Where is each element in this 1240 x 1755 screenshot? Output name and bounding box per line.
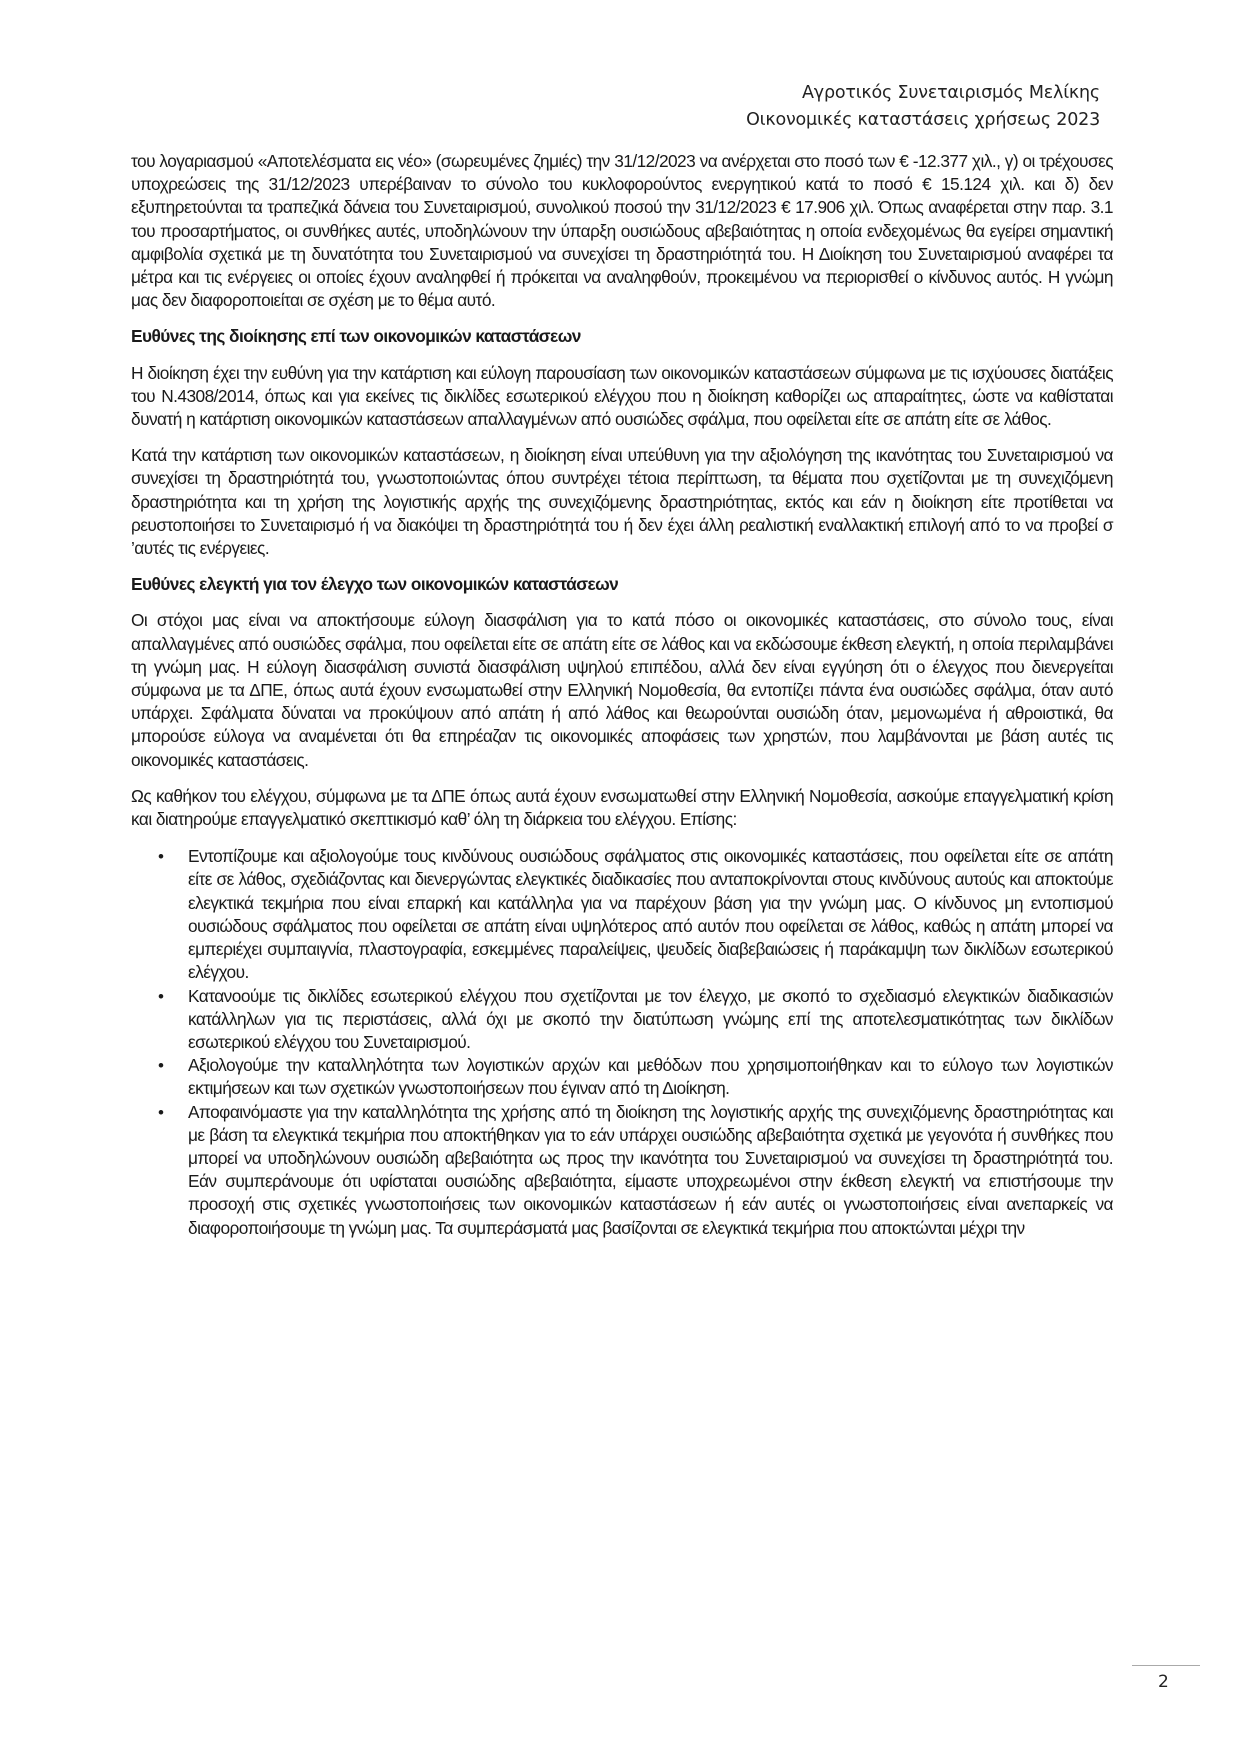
document-body [131, 150, 1113, 1240]
list-item-text: Κατανοούμε τις δικλίδες εσωτερικού ελέγχου που σχετίζονται με τον έλεγχο, με σκοπό το σχεδιασμό ελεγκτικών διαδικασιών κατάλληλων για τις περιστάσεις, αλλά όχι με σκοπό την διατύπωση γνώμης επί της αποτελεσματικότητας των δικλίδων εσωτερικού ελέγχου του Συνεταιρισμού. [188, 985, 1113, 1052]
paragraph: Οι στόχοι μας είναι να αποκτήσουμε εύλογη διασφάλιση για το κατά πόσο οι οικονομικές καταστάσεις, στο σύνολο τους, είναι απαλλαγμένες από ουσιώδες σφάλμα, που οφείλεται είτε σε απάτη είτε σε λάθος και να εκδώσουμε έκθεση ελεγκτή, η οποία περιλαμβάνει τη γνώμη μας. Η εύλογη διασφάλιση συνιστά διασφάλιση υψηλού επιπέδου, αλλά δεν είναι εγγύηση ότι ο έλεγχος που διενεργείται σύμφωνα με τα ΔΠΕ, όπως αυτά έχουν ενσωματωθεί στην Ελληνική Νομοθεσία, θα εντοπίζει πάντα ένα ουσιώδες σφάλμα, όταν αυτό υπάρχει. Σφάλματα δύναται να προκύψουν από απάτη ή από λάθος και θεωρούνται ουσιώδη όταν, μεμονωμένα ή αθροιστικά, θα μπορούσε εύλογα να αναμένεται ότι θα επηρέαζαν τις οικονομικές αποφάσεις των χρηστών, που λαμβάνονται με βάση αυτές τις οικονομικές καταστάσεις. [131, 610, 1113, 770]
list-item-text: Εντοπίζουμε και αξιολογούμε τους κινδύνους ουσιώδους σφάλματος στις οικονομικές καταστάσεις, που οφείλεται είτε σε απάτη είτε σε λάθος, σχεδιάζοντας και διενεργώντας ελεγκτικές διαδικασίες που ανταποκρίνονται στους κινδύνους αυτούς και αποκτούμε ελεγκτικά τεκμήρια που είναι επαρκή και κατάλληλα για να παρέχουν βάση για την γνώμη μας. Ο κίνδυνος μη εντοπισμού ουσιώδους σφάλματος που οφείλεται σε απάτη είναι υψηλότερος από αυτόν που οφείλεται σε λάθος, καθώς η απάτη μπορεί να εμπεριέχει συμπαιγνία, πλαστογραφία, εσκεμμένες παραλείψεις, ψευδείς διαβεβαιώσεις ή παράκαμψη των δικλίδων εσωτερικού ελέγχου. [188, 846, 1113, 983]
list-item [131, 985, 1113, 1055]
bullet-icon: • [158, 1102, 164, 1122]
list-item-text: Αξιολογούμε την καταλληλότητα των λογιστικών αρχών και μεθόδων που χρησιμοποιήθηκαν και το εύλογο των λογιστικών εκτιμήσεων και των σχετικών γνωστοποιήσεων που έγιναν από τη Διοίκηση. [188, 1055, 1113, 1099]
paragraph: Κατά την κατάρτιση των οικονομικών καταστάσεων, η διοίκηση είναι υπεύθυνη για την αξιολόγηση της ικανότητας του Συνεταιρισμού να συνεχίσει τη δραστηριότητά του, γνωστοποιώντας όπου συντρέχει τέτοια περίπτωση, τα θέματα που σχετίζονται με τη συνεχιζόμενη δραστηριότητα και τη χρήση της λογιστικής αρχής της συνεχιζόμενης δραστηριότητας, εκτός και εάν η διοίκηση είτε προτίθεται να ρευστοποιήσει το Συνεταιρισμό ή να διακόψει τη δραστηριότητά του ή δεν έχει άλλη ρεαλιστική εναλλακτική επιλογή από το να προβεί σ ’αυτές τις ενέργειες. [131, 445, 1113, 559]
list-item [131, 1054, 1113, 1100]
list-item-text: Αποφαινόμαστε για την καταλληλότητα της χρήσης από τη διοίκηση της λογιστικής αρχής της συνεχιζόμενης δραστηριότητας και με βάση τα ελεγκτικά τεκμήρια που αποκτήθηκαν για το εάν υπάρχει ουσιώδης αβεβαιότητα σχετικά με γεγονότα ή συνθήκες που μπορεί να υποδηλώνουν ουσιώδη αβεβαιότητα ως προς την ικανότητα του Συνεταιρισμού να συνεχίσει τη δραστηριότητά του. Εάν συμπεράνουμε ότι υφίσταται ουσιώδης αβεβαιότητα, είμαστε υποχρεωμένοι στην έκθεση ελεγκτή να επιστήσουμε την προσοχή στις σχετικές γνωστοποιήσεις των οικονομικών καταστάσεων ή εάν αυτές οι γνωστοποιήσεις είναι ανεπαρκείς να διαφοροποιήσουμε τη γνώμη μας. Τα συμπεράσματά μας βασίζονται σε ελεγκτικά τεκμήρια που αποκτώνται μέχρι την [188, 1101, 1113, 1238]
paragraph: Ως καθήκον του ελέγχου, σύμφωνα με τα ΔΠΕ όπως αυτά έχουν ενσωματωθεί στην Ελληνική Νομοθεσία, ασκούμε επαγγελματική κρίση και διατηρούμε επαγγελματικό σκεπτικισμό καθ’ όλη τη διάρκεια του ελέγχου. Επίσης: [131, 785, 1113, 830]
header-document-title: Οικονομικές καταστάσεις χρήσεως 2023 [746, 110, 1100, 130]
intro-paragraph: του λογαριασμού «Αποτελέσματα εις νέο» (σωρευμένες ζημιές) την 31/12/2023 να ανέρχεται στο ποσό των € -12.377 χιλ., γ) οι τρέχουσες υποχρεώσεις της 31/12/2023 υπερέβαιναν το σύνολο του κυκλοφορούντος ενεργητικού κατά το ποσό € 15.124 χιλ. και δ) δεν εξυπηρετούνται τα τραπεζικά δάνεια του Συνεταιρισμού, συνολικού ποσού την 31/12/2023 € 17.906 χιλ. Όπως αναφέρεται στην παρ. 3.1 του προσαρτήματος, οι συνθήκες αυτές, υποδηλώνουν την ύπαρξη ουσιώδους αβεβαιότητας η οποία ενδεχομένως θα εγείρει σημαντική αμφιβολία σχετικά με τη δυνατότητα του Συνεταιρισμού να συνεχίσει τη δραστηριότητά του. Η Διοίκηση του Συνεταιρισμού αναφέρει τα μέτρα και τις ενέργειες οι οποίες έχουν αναληφθεί ή πρόκειται να αναληφθούν, προκειμένου να περιορισθεί ο κίνδυνος αυτός. Η γνώμη μας δεν διαφοροποιείται σε σχέση με το θέμα αυτό. [131, 151, 1113, 311]
section-heading-management-responsibilities: Ευθύνες της διοίκησης επί των οικονομικών καταστάσεων [131, 326, 581, 347]
section-heading-auditor-responsibilities: Ευθύνες ελεγκτή για τον έλεγχο των οικονομικών καταστάσεων [131, 574, 619, 595]
list-item [131, 845, 1113, 984]
page-number: 2 [1158, 1672, 1169, 1692]
header-organization: Αγροτικός Συνεταιρισμός Μελίκης [802, 83, 1100, 103]
bullet-icon: • [158, 847, 164, 867]
page-header [746, 80, 1100, 134]
list-item [131, 1101, 1113, 1240]
bullet-list [131, 845, 1113, 1239]
bullet-icon: • [158, 986, 164, 1006]
paragraph: Η διοίκηση έχει την ευθύνη για την κατάρτιση και εύλογη παρουσίαση των οικονομικών καταστάσεων σύμφωνα με τις ισχύουσες διατάξεις του Ν.4308/2014, όπως και για εκείνες τις δικλίδες εσωτερικού ελέγχου που η διοίκηση καθορίζει ως απαραίτητες, ώστε να καθίσταται δυνατή η κατάρτιση οικονομικών καταστάσεων απαλλαγμένων από ουσιώδες σφάλμα, που οφείλεται είτε σε απάτη είτε σε λάθος. [131, 362, 1113, 430]
footer-divider [1132, 1665, 1200, 1666]
bullet-icon: • [158, 1056, 164, 1076]
